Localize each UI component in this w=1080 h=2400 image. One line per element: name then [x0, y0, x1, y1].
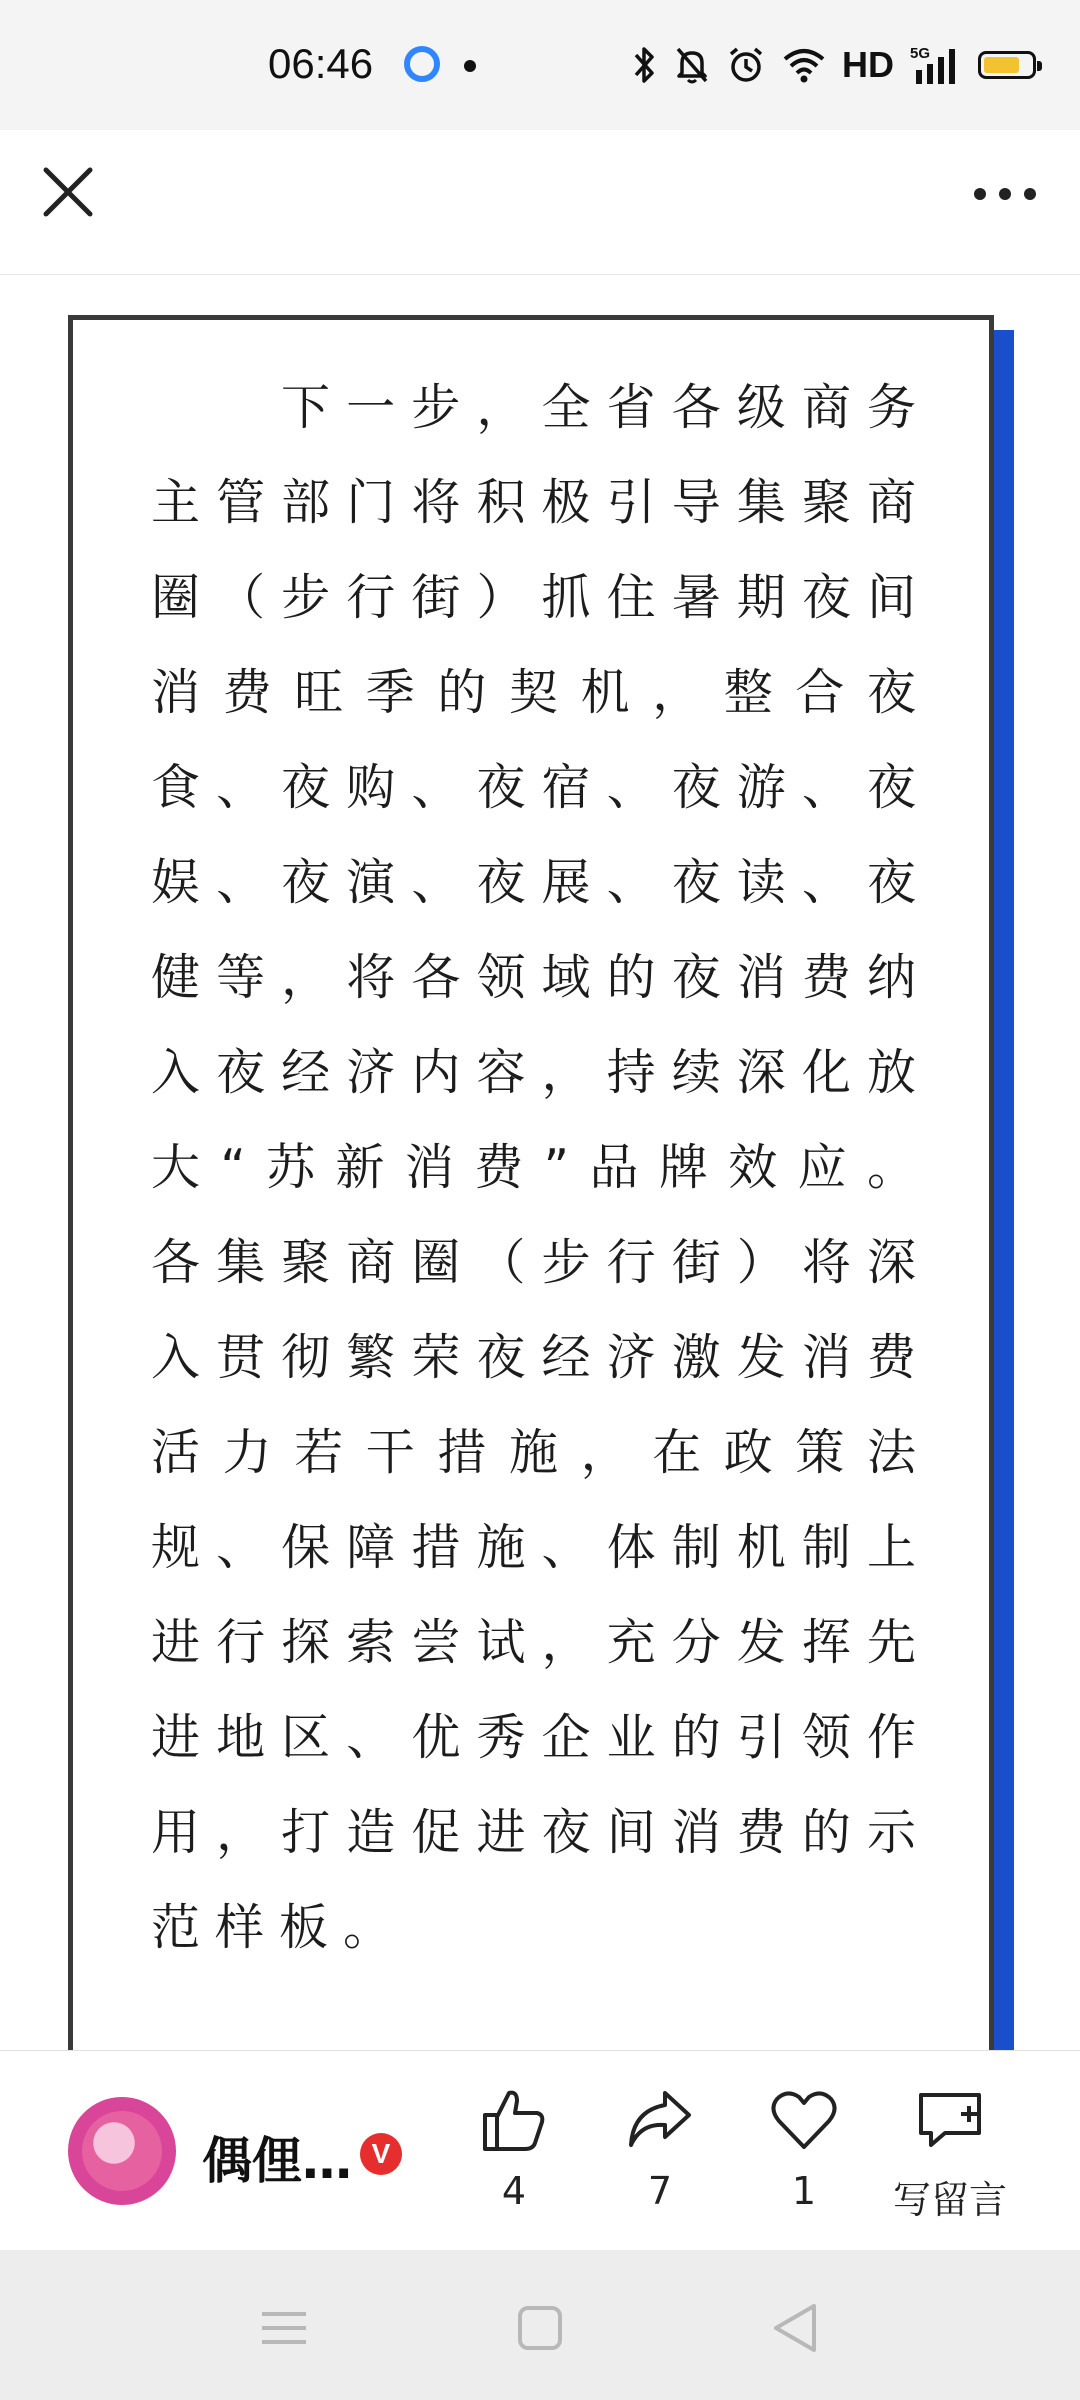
article-paragraph: 下一步，全省各级商务主管部门将积极引导集聚商圈（步行街）抓住暑期夜间消费旺季的契机，整合夜食、夜购、夜宿、夜游、夜娱、夜演、夜展、夜读、夜健等，将各领域的夜消费纳入夜经济内容，持续深化放大“苏新消费”品牌效应。各集聚商圈（步行街）将深入贯彻繁荣夜经济激发消费活力若干措施，在政策法规、保障措施、体制机制上进行探索尝试，充分发挥先进地区、优秀企业的引领作用，打造促进夜间消费的示范样板。	[151, 379, 931, 1956]
author-avatar[interactable]	[68, 2097, 176, 2205]
comment-button[interactable]	[880, 2085, 1020, 2224]
favorite-count: 1	[791, 2169, 817, 2213]
share-icon	[625, 2085, 695, 2155]
thumbs-up-icon	[479, 2085, 549, 2155]
like-button[interactable]	[454, 2085, 574, 2213]
menu-icon[interactable]	[256, 2300, 312, 2356]
status-icons	[632, 40, 1036, 90]
like-count: 4	[501, 2169, 527, 2213]
comment-label: 写留言	[892, 2178, 1007, 2222]
author-name[interactable]: 偶俚…	[202, 2132, 352, 2190]
bluetooth-icon	[632, 45, 658, 85]
network-label: HD	[842, 44, 894, 85]
comment-icon	[915, 2085, 985, 2155]
alarm-icon	[726, 45, 766, 85]
back-icon[interactable]	[768, 2300, 824, 2356]
share-button[interactable]	[600, 2085, 720, 2213]
share-count: 7	[647, 2169, 673, 2213]
browser-icon	[404, 46, 440, 82]
network-type-label: 5G	[910, 45, 931, 62]
mute-icon	[674, 45, 710, 85]
article-content[interactable]	[0, 275, 1080, 2050]
more-icon[interactable]	[970, 174, 1040, 214]
navigation-bar	[0, 2250, 1080, 2400]
verified-badge: V	[360, 2133, 402, 2175]
heart-icon	[769, 2085, 839, 2155]
notification-dot	[464, 60, 476, 72]
status-bar	[0, 0, 1080, 130]
status-time: 06:46	[268, 40, 374, 87]
home-icon[interactable]	[512, 2300, 568, 2356]
article-card	[68, 315, 994, 2050]
signal-icon	[910, 44, 962, 86]
battery-icon	[978, 51, 1036, 79]
close-icon[interactable]	[38, 162, 98, 222]
app-header	[0, 130, 1080, 275]
battery-level	[984, 57, 1019, 73]
favorite-button[interactable]	[744, 2085, 864, 2213]
action-bar	[0, 2050, 1080, 2251]
avatar-logo	[82, 2111, 162, 2191]
wifi-icon	[782, 45, 826, 85]
